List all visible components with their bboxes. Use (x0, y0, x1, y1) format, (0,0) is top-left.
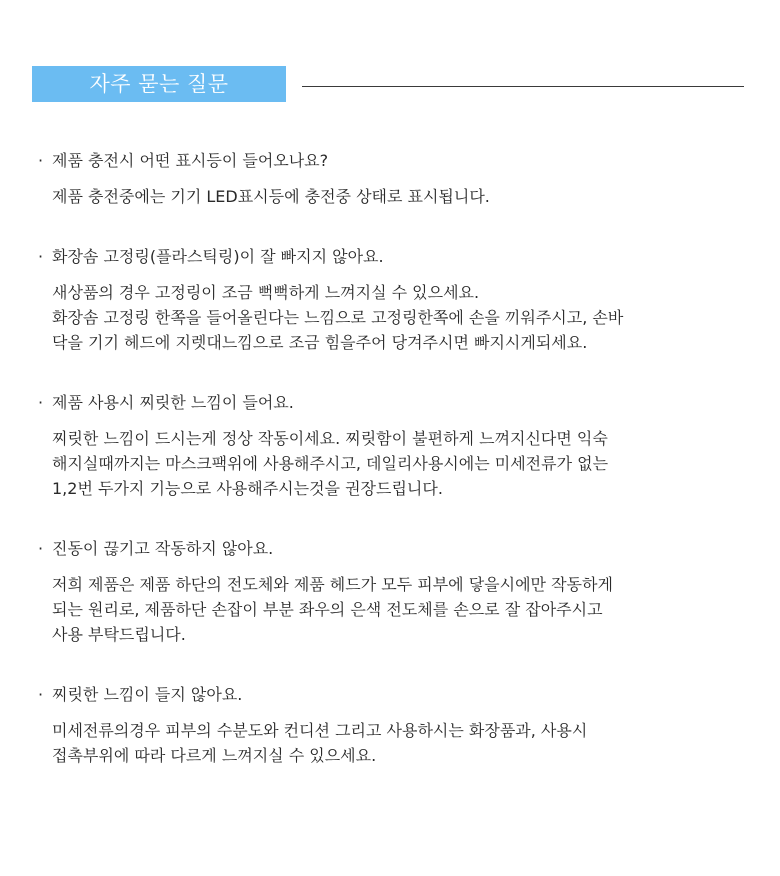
faq-answer (52, 426, 768, 501)
faq-item-fixing-ring (38, 244, 768, 355)
faq-header (32, 66, 744, 102)
answer-line: 제품 충전중에는 기기 LED표시등에 충전중 상태로 표시됩니다. (52, 187, 490, 206)
answer-line: 저희 제품은 제품 하단의 전도체와 제품 헤드가 모두 피부에 닿을시에만 작동하게 (52, 575, 613, 594)
bullet-dot: · (38, 393, 44, 412)
answer-line: 찌릿한 느낌이 드시는게 정상 작동이세요. 찌릿함이 불편하게 느껴지신다면 익숙 (52, 429, 608, 448)
bullet-dot: · (38, 151, 44, 170)
answer-line: 화장솜 고정링 한쪽을 들어올린다는 느낌으로 고정링한쪽에 손을 끼워주시고, 손바 (52, 308, 624, 327)
faq-question (38, 536, 768, 562)
answer-line: 해지실때까지는 마스크팩위에 사용해주시고, 데일리사용시에는 미세전류가 없는 (52, 454, 609, 473)
faq-item-charging-indicator (38, 148, 768, 209)
faq-title: 자주 묻는 질문 (32, 66, 286, 102)
answer-line: 닥을 기기 헤드에 지렛대느낌으로 조금 힘을주어 당겨주시면 빠지시게되세요. (52, 333, 588, 352)
faq-answer (52, 280, 768, 355)
faq-question (38, 390, 768, 416)
faq-item-no-tingling (38, 682, 768, 768)
question-text: 진동이 끊기고 작동하지 않아요. (52, 539, 274, 558)
question-text: 제품 충전시 어떤 표시등이 들어오나요? (52, 151, 329, 170)
answer-line: 새상품의 경우 고정링이 조금 뻑뻑하게 느껴지실 수 있으세요. (52, 283, 480, 302)
answer-line: 미세전류의경우 피부의 수분도와 컨디션 그리고 사용하시는 화장품과, 사용시 (52, 721, 588, 740)
faq-question (38, 682, 768, 708)
answer-line: 사용 부탁드립니다. (52, 625, 186, 644)
answer-line: 접촉부위에 따라 다르게 느껴지실 수 있으세요. (52, 746, 377, 765)
faq-answer (52, 572, 768, 647)
bullet-dot: · (38, 539, 44, 558)
faq-item-tingling (38, 390, 768, 501)
faq-question (38, 148, 768, 174)
answer-line: 되는 원리로, 제품하단 손잡이 부분 좌우의 은색 전도체를 손으로 잘 잡아주시고 (52, 600, 603, 619)
bullet-dot: · (38, 247, 44, 266)
faq-answer (52, 184, 768, 209)
faq-answer (52, 718, 768, 768)
header-divider (302, 86, 744, 87)
faq-item-vibration-stops (38, 536, 768, 647)
faq-list (38, 148, 768, 768)
question-text: 찌릿한 느낌이 들지 않아요. (52, 685, 243, 704)
question-text: 제품 사용시 찌릿한 느낌이 들어요. (52, 393, 294, 412)
faq-question (38, 244, 768, 270)
question-text: 화장솜 고정링(플라스틱링)이 잘 빠지지 않아요. (52, 247, 384, 266)
bullet-dot: · (38, 685, 44, 704)
answer-line: 1,2번 두가지 기능으로 사용해주시는것을 권장드립니다. (52, 479, 443, 498)
